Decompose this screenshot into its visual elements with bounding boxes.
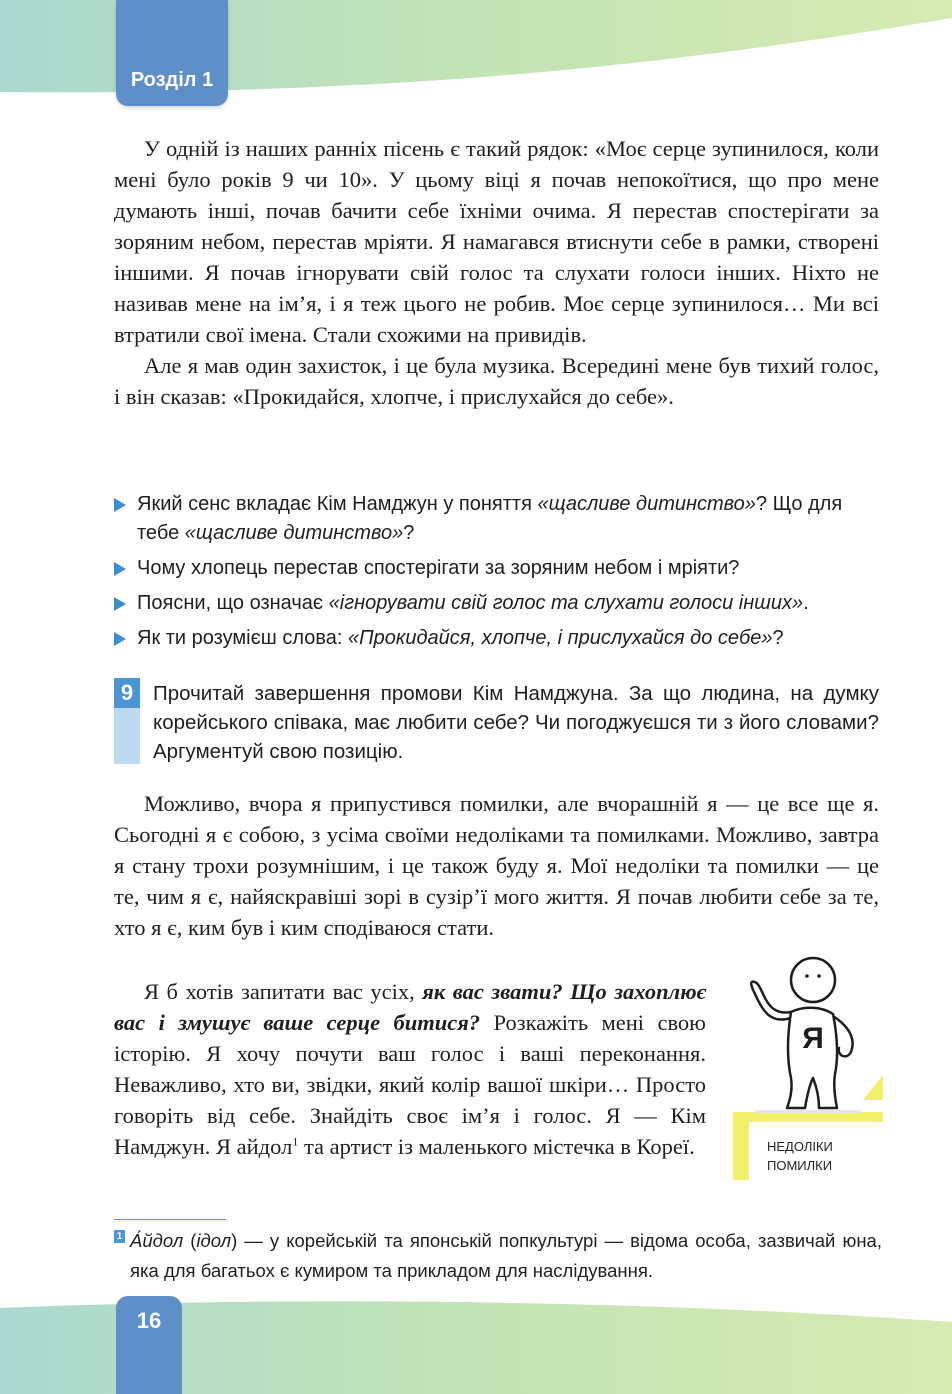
speech-text-part-3 <box>114 976 706 1162</box>
task-number-marker <box>114 678 140 764</box>
question-item: Поясни, що означає «ігнорувати свій голос та слухати голоси інших». <box>114 589 884 618</box>
page-number: 16 <box>136 1308 162 1333</box>
task-text: Прочитай завершення промови Кім Намджуна. За що людина, на думку корейського співака, має любити себе? Чи погоджуєшся ти з його словами? Аргументуй свою позицію. <box>153 682 879 763</box>
paragraph: Можливо, вчора я припустився помилки, але вчорашній я — це все ще я. Сьогодні я є собою, з усіма своїми недоліками та помилками. Можливо, завтра я стану трохи розумнішим, і це також буду я. Мої недоліки та помилки — це те, чим я є, найяскравіші зорі в сузір’ї мого життя. Я почав любити себе за те, хто я є, ким був і ким сподіваюся стати. <box>114 791 879 940</box>
triangle-bullet-icon <box>114 597 126 611</box>
question-list <box>114 490 884 659</box>
illustration-label <box>767 1137 833 1175</box>
label-line: НЕДОЛІКИ <box>767 1139 833 1154</box>
page-number-tab <box>116 1296 182 1394</box>
yellow-frame-top <box>733 1112 883 1122</box>
footnote-divider <box>114 1219 226 1220</box>
triangle-bullet-icon <box>114 562 126 576</box>
triangle-bullet-icon <box>114 498 126 512</box>
paragraph: У одній із наших ранніх пісень є такий рядок: «Моє серце зупинилося, коли мені було років 9 чи 10». У цьому віці я почав непокоїтися, що про мене думають інші, почав бачити себе їхніми очима. Я перестав спостерігати за зоряним небом, перестав мріяти. Я намагався втиснути себе в рамки, створені іншими. Я почав ігнорувати свій голос та слухати голоси інших. Ніхто не називав мене на ім’я, і я теж цього не робив. Моє серце зупинилося… Ми всі втратили свої імена. Стали схожими на привидів. <box>114 136 879 347</box>
question-item: Як ти розумієш слова: «Прокидайся, хлопче, і прислухайся до себе»? <box>114 624 884 653</box>
question-item: Який сенс вкладає Кім Намджун у поняття «щасливе дитинство»? Що для тебе «щасливе дитинство»? <box>114 490 884 548</box>
yellow-corner-mark <box>863 1075 883 1100</box>
label-line: ПОМИЛКИ <box>767 1158 833 1173</box>
yellow-frame-left <box>733 1112 749 1180</box>
paragraph: Я б хотів запитати вас усіх, як вас звати? Що захоплює вас і змушує ваше серце битися? Розкажіть мені свою історію. Я хочу почути ваш голос і ваші переконання. Неважливо, хто ви, звідки, який колір вашої шкіри… Просто говоріть від себе. Знайдіть своє ім’я і голос. Я — Кім Намджун. Я айдол$^1$ та артист із маленького містечка в Кореї. <box>114 979 706 1159</box>
triangle-bullet-icon <box>114 632 126 646</box>
question-item: Чому хлопець перестав спостерігати за зоряним небом і мріяти? <box>114 554 884 583</box>
footnote-reference: 1 <box>292 1134 299 1149</box>
speech-text-part-2 <box>114 788 879 943</box>
footnote-mark: 1 <box>114 1230 125 1243</box>
footnote: А́йдол (ідол) — у корейській та японській попкультурі — відома особа, зазвичай юна, яка для багатьох є кумиром та прикладом для наслідування. <box>130 1230 882 1281</box>
paragraph: Але я мав один захисток, і це була музика. Всередині мене був тихий голос, і він сказав: «Прокидайся, хлопче, і прислухайся до себе». <box>114 353 879 409</box>
speech-text-part-1 <box>114 133 879 412</box>
letter-ya: Я <box>802 1022 824 1055</box>
section-tab <box>116 0 228 106</box>
section-label: Розділ 1 <box>130 69 214 91</box>
task-number: 9 <box>114 678 140 708</box>
